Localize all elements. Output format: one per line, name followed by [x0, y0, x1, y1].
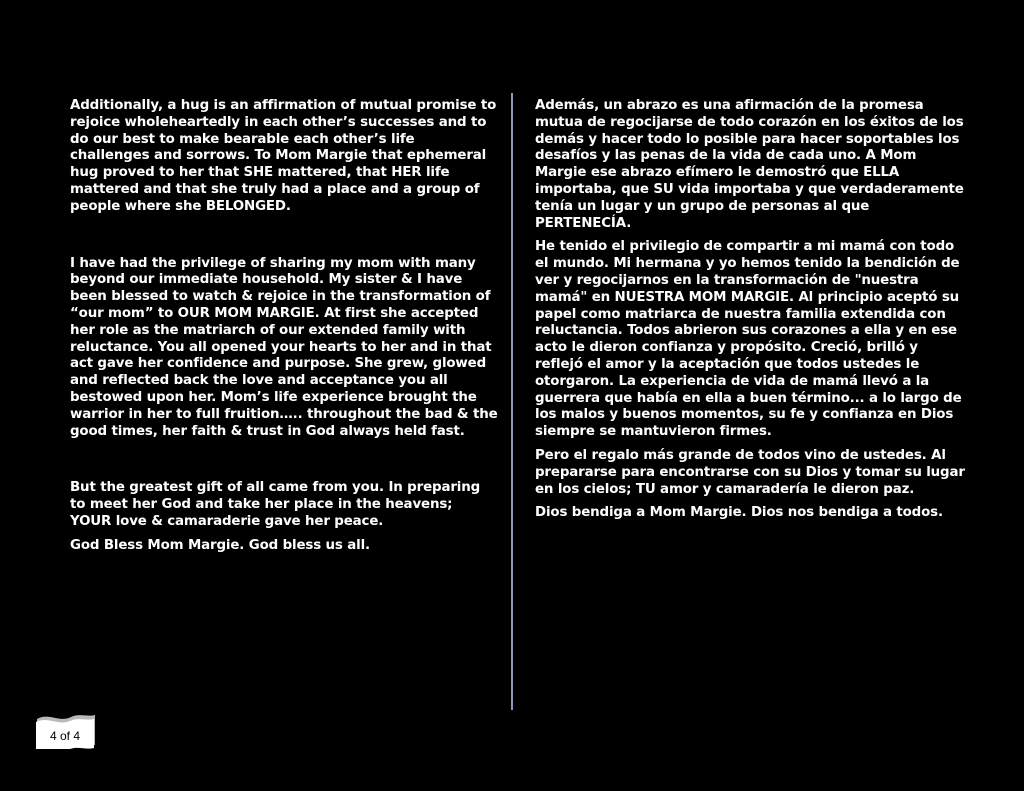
spanish-column	[535, 98, 967, 529]
spanish-paragraph-abrazo: Además, un abrazo es una afirmación de la promesa mutua de regocijarse de todo corazón en los éxitos de los demás y hacer todo lo posible para hacer soportables los desafíos y las penas de la vida de cada uno. A Mom Margie ese abrazo efímero le demostró que ELLA importaba, que SU vida importaba y que verdaderamente tenía un lugar y un grupo de personas al que PERTENECÍA.	[535, 98, 964, 231]
column-divider	[511, 93, 513, 710]
spanish-paragraph-privilegio: He tenido el privilegio de compartir a mi mamá con todo el mundo. Mi hermana y yo hemos tenido la bendición de ver y regocijarnos en la transformación de "nuestra mamá" en NUESTRA MOM MARGIE. Al principio aceptó su papel como matriarca de nuestra familia extendida con reluctancia. Todos abrieron sus corazones a ella y en ese acto le dieron confianza y propósito. Creció, brilló y reflejó el amor y la aceptación que todos ustedes le otorgaron. La experiencia de vida de mamá llevó a la guerrera que había en ella a buen término... a lo largo de los malos y buenos momentos, su fe y confianza en Dios siempre se mantuvieron firmes.	[535, 239, 962, 440]
english-paragraph-privilege: I have had the privilege of sharing my mom with many beyond our immediate household. My sister & I have been blessed to watch & rejoice in the transformation of “our mom” to OUR MOM MARGIE. At first she accepted her role as the matriarch of our extended family with reluctance. You all opened your hearts to her and in that act gave her confidence and purpose. She grew, glowed and reflected back the love and acceptance you all bestowed upon her. Mom’s life experience brought the warrior in her to full fruition….. throughout the bad & the good times, her faith & trust in God always held fast.	[70, 255, 498, 439]
page-number-label: 4 of 4	[49, 729, 81, 743]
english-paragraph-greatest-gift: But the greatest gift of all came from you. In preparing to meet her God and take her place in the heavens; YOUR love & camaraderie gave her peace.	[70, 480, 481, 529]
spanish-paragraph-regalo: Pero el regalo más grande de todos vino de ustedes. Al prepararse para encontrarse con su Dios y tomar su lugar en los cielos; TU amor y camaradería le dieron paz.	[535, 447, 965, 497]
spanish-paragraph-bendicion: Dios bendiga a Mom Margie. Dios nos bendiga a todos.	[535, 505, 943, 521]
english-paragraph-hug: Additionally, a hug is an affirmation of mutual promise to rejoice wholeheartedly in each other’s successes and to do our best to make bearable each other’s life challenges and sorrows. To Mom Margie that ephemeral hug proved to her that SHE mattered, that HER life mattered and that she truly had a place and a group of people where she BELONGED.	[70, 98, 497, 214]
page-indicator	[35, 713, 97, 749]
english-column	[70, 98, 498, 562]
english-paragraph-blessing: God Bless Mom Margie. God bless us all.	[70, 537, 370, 553]
